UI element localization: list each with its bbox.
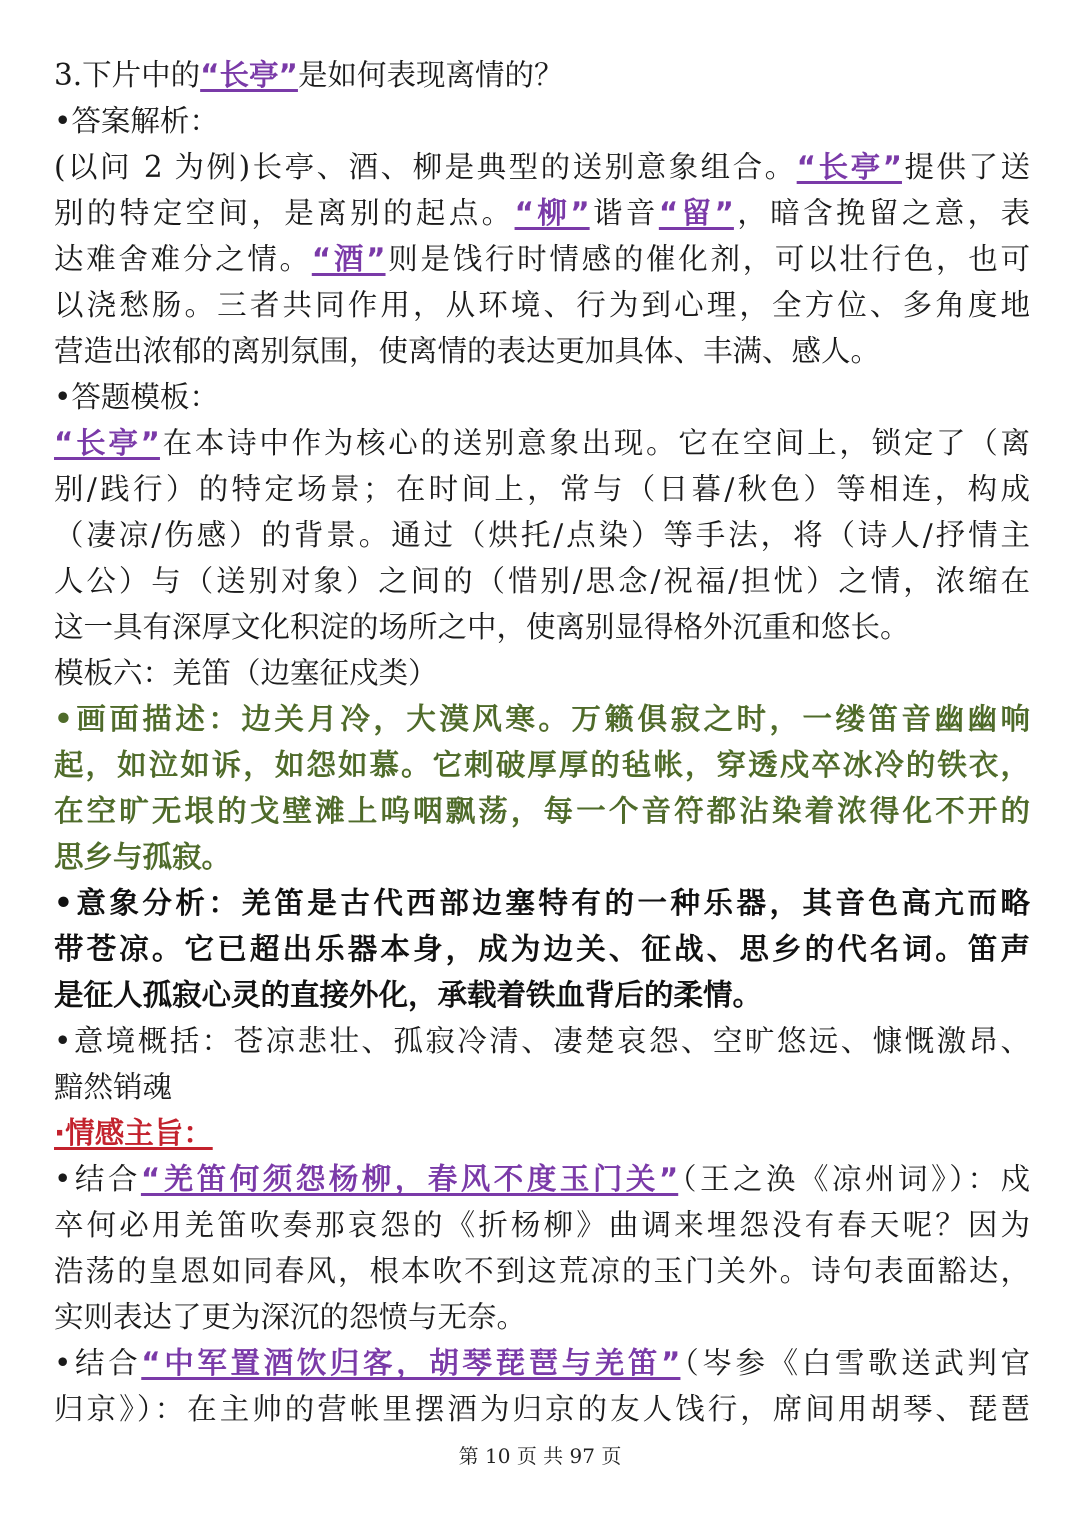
image-analysis-line-3: 是征人孤寂心灵的直接外化，承载着铁血背后的柔情。 — [54, 978, 763, 1012]
highlight-liu-stay: “留” — [658, 196, 734, 230]
analysis-line-1: (以问 2 为例)长亭、酒、柳是典型的送别意象组合。“长亭”提供了送 — [54, 150, 1030, 184]
scene-line-3: 在空旷无垠的戈壁滩上呜咽飘荡，每一个音符都沾染着浓得化不开的 — [54, 794, 1030, 828]
question-text: 3.下片中的 — [54, 58, 201, 92]
emotion-2-line-2: 归京》）：在主帅的营帐里摆酒为归京的友人饯行，席间用胡琴、琵琶 — [54, 1392, 1030, 1426]
image-analysis-line-1: •意象分析：羌笛是古代西部边塞特有的一种乐器，其音色高亢而略 — [54, 886, 1030, 920]
template-line-4: 人公）与（送别对象）之间的（惜别/思念/祝福/担忧）之情，浓缩在 — [54, 564, 1030, 598]
highlight-jiu: “酒” — [311, 242, 386, 276]
model-six-title: 模板六：羌笛（边塞征戍类） — [54, 656, 438, 690]
template-line-2: 别/践行）的特定场景；在时间上，常与（日暮/秋色）等相连，构成 — [54, 472, 1030, 506]
analysis-line-3: 达难舍难分之情。“酒”则是饯行时情感的催化剂，可以壮行色，也可 — [54, 242, 1030, 276]
template-line-5: 这一具有深厚文化积淀的场所之中，使离别显得格外沉重和悠长。 — [54, 610, 910, 644]
question-line — [54, 52, 1030, 98]
highlight-changting: “长亭” — [796, 150, 902, 184]
scene-line-4: 思乡与孤寂。 — [54, 840, 232, 874]
page-number-footer: 第 10 页 共 97 页 — [458, 1444, 622, 1468]
image-analysis-line-2: 带苍凉。它已超出乐器本身，成为边关、征战、思乡的代名词。笛声 — [54, 932, 1030, 966]
highlight-changting: “长亭” — [200, 58, 298, 92]
template-heading: •答题模板： — [54, 380, 219, 414]
question-text-end: 是如何表现离情的？ — [297, 58, 564, 92]
emotion-1-line-3: 浩荡的皇恩如同春风，根本吹不到这荒凉的玉门关外。诗句表面豁达， — [54, 1254, 1030, 1288]
scene-line-2: 起，如泣如诉，如怨如慕。它刺破厚厚的毡帐，穿透戍卒冰冷的铁衣， — [54, 748, 1030, 782]
emotion-1-line-2: 卒何必用羌笛吹奏那哀怨的《折杨柳》曲调来埋怨没有春天呢？因为 — [54, 1208, 1030, 1242]
scene-line-1: •画面描述：边关月冷，大漠风寒。万籁俱寂之时，一缕笛音幽幽响 — [54, 702, 1030, 736]
analysis-line-4: 以浇愁肠。三者共同作用，从环境、行为到心理，全方位、多角度地 — [54, 288, 1030, 322]
emotion-heading: ·情感主旨： — [54, 1116, 213, 1150]
highlight-poem-quote: “中军置酒饮归客，胡琴琵琶与羌笛” — [141, 1346, 681, 1380]
highlight-poem-quote: “羌笛何须怨杨柳，春风不度玉门关” — [140, 1162, 679, 1196]
analysis-line-2: 别的特定空间，是离别的起点。“柳”谐音“留”，暗含挽留之意，表 — [54, 196, 1030, 230]
template-line-3: （凄凉/伤感）的背景。通过（烘托/点染）等手法，将（诗人/抒情主 — [54, 518, 1030, 552]
template-line-1: “长亭”在本诗中作为核心的送别意象出现。它在空间上，锁定了（离 — [54, 426, 1030, 460]
emotion-1-line-1: •结合“羌笛何须怨杨柳，春风不度玉门关”（王之涣《凉州词》）：戍 — [54, 1162, 1030, 1196]
mood-line-2: 黯然销魂 — [54, 1070, 173, 1104]
analysis-heading: •答案解析： — [54, 104, 219, 138]
emotion-1-line-4: 实则表达了更为深沉的怨愤与无奈。 — [54, 1300, 527, 1334]
analysis-line-5: 营造出浓郁的离别氛围，使离情的表达更加具体、丰满、感人。 — [54, 334, 881, 368]
highlight-liu-willow: “柳” — [514, 196, 590, 230]
emotion-2-line-1: •结合“中军置酒饮归客，胡琴琵琶与羌笛”（岑参《白雪歌送武判官 — [54, 1346, 1030, 1380]
mood-line-1: •意境概括：苍凉悲壮、孤寂冷清、凄楚哀怨、空旷悠远、慷慨激昂、 — [54, 1024, 1030, 1058]
highlight-changting: “长亭” — [54, 426, 160, 460]
document-body — [54, 52, 1030, 1432]
